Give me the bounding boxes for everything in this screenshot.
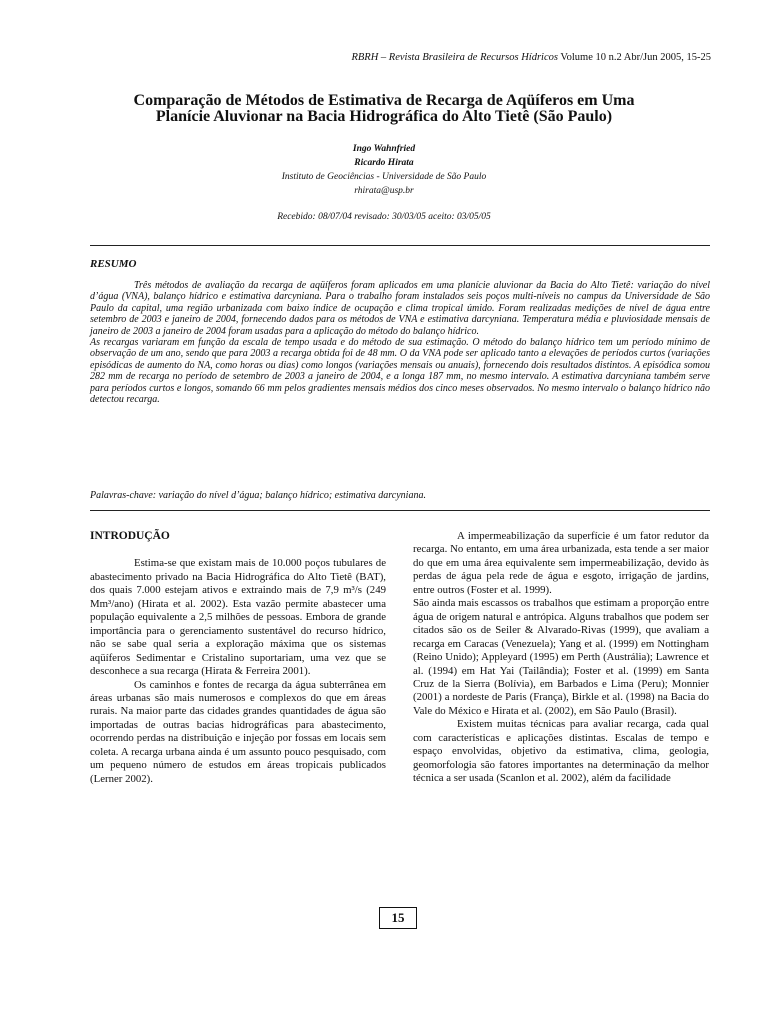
author-1: Ingo Wahnfried xyxy=(352,144,416,154)
body-paragraph: Os caminhos e fontes de recarga da água subterrânea em áreas urbanas são mais numerosos e complexos do que em áreas rurais. Na maior parte das cidades grandes quantidades de água são importadas de outras bacias hidrográficas para abastecimento, ocorrendo perdas na distribuição e injeção por fossas em locais sem coleta. A recarga urbana ainda é um assunto pouco pesquisado, com um pequeno número de estudos em áreas tropicais publicados (Lerner 2002). xyxy=(90,678,386,785)
abstract-paragraph-1: Três métodos de avaliação da recarga de aqüíferos foram aplicados em uma planície aluvionar da Bacia do Alto Tietê: variação do nível d’água (VNA), balanço hídrico e estimativa darcyniana. Para o trabalho foram instalados seis poços multi-níveis no campus da Universidade de São Paulo da capital, uma região urbanizada com baixo índice de ocupação e clima tropical úmido. Foram realizadas medições de nível de água entre setembro de 2003 e janeiro de 2004, fornecendo dados para os métodos de VNA e estimativa darcyniana. Temperatura média e pluviosidade mensais de janeiro de 2003 a janeiro de 2004 foram usadas para a aplicação do método do balanço hídrico. xyxy=(90,280,710,337)
author-2: Ricardo Hirata xyxy=(354,158,414,168)
title-line-2: Planície Aluvionar na Bacia Hidrográfica do Alto Tietê (São Paulo) xyxy=(155,108,613,125)
abstract-divider xyxy=(90,510,710,511)
abstract-body xyxy=(90,280,710,405)
running-head xyxy=(151,52,711,63)
abstract-heading: RESUMO xyxy=(90,258,137,270)
received-dates: Recebido: 08/07/04 revisado: 30/03/05 aceito: 03/05/05 xyxy=(277,212,491,222)
author-email: rhirata@usp.br xyxy=(354,186,414,196)
journal-name: RBRH – Revista Brasileira de Recursos Hídricos xyxy=(351,52,558,63)
article-title xyxy=(90,93,678,125)
journal-issue: Volume 10 n.2 Abr/Jun 2005, 15-25 xyxy=(560,52,711,63)
author-block xyxy=(200,142,568,198)
section-heading-introduction: INTRODUÇÃO xyxy=(90,530,170,542)
top-divider xyxy=(90,245,710,246)
affiliation: Instituto de Geociências - Universidade de São Paulo xyxy=(281,172,487,182)
title-line-1: Comparação de Métodos de Estimativa de Recarga de Aqüíferos em Uma xyxy=(133,92,635,109)
body-paragraph: Existem muitas técnicas para avaliar recarga, cada qual com características e aplicações distintas. Escalas de tempo e espaço envolvidas, objetivo da estimativa, clima, geologia, geomorfologia são fatores importantes na determinação da melhor técnica a ser usada (Scanlon et al. 2002), além da facilidade xyxy=(413,718,709,785)
body-paragraph: São ainda mais escassos os trabalhos que estimam a proporção entre água de origem natural e antrópica. Alguns trabalhos que podem ser citados são os de Seiler & Alvarado-Rivas (1999), que avaliam a recarga em Caracas (Venezuela); Yang et al. (1999) em Nottingham (Reino Unido); Appleyard (1995) em Perth (Austrália); Lawrence et al. (1994) em Hat Yai (Tailândia); Foster et al. (1999) em Santa Cruz de la Sierra (Bolívia), em Barbados e Lima (Peru); Monnier (2001) a nordeste de Paris (França), Birkle et al. (1998) na Bacia do Vale do México e Hirata et al. (2002), em São Paulo (Brasil). xyxy=(413,597,709,717)
abstract-paragraph-2: As recargas variaram em função da escala de tempo usada e do método de sua estimação. O método do balanço hídrico tem um período mínimo de observação de um ano, sendo que para 2003 a recarga obtida foi de 48 mm. O da VNA pode ser aplicado tanto a elevações de períodos curtos (variações episódicas de aumento do NA, como horas ou dias) como longos (variações mensais ou anuais), fornecendo dois resultados distintos. A episódica somou 282 mm de recarga no período de setembro de 2003 a janeiro de 2004, e a longa 187 mm, no mesmo intervalo. A estimativa darcyniana também serve para períodos curtos e longos, somando 66 mm pelos gradientes mensais médios dos cinco meses observados. No mesmo intervalo o balanço hídrico não detectou recarga. xyxy=(90,337,710,406)
page-number: 15 xyxy=(379,907,417,929)
keywords: Palavras-chave: variação do nível d’água; balanço hídrico; estimativa darcyniana. xyxy=(90,490,426,501)
left-column xyxy=(90,530,386,786)
body-paragraph: A impermeabilização da superfície é um fator redutor da recarga. No entanto, em uma área urbanizada, esta tende a ser maior do que em uma área equivalente sem impermeabilização, devido às perdas de água pela rede de água e esgoto, irrigação de jardins, entre outros (Foster et al. 1999). xyxy=(413,530,709,596)
right-column xyxy=(413,530,709,786)
body-paragraph: Estima-se que existam mais de 10.000 poços tubulares de abastecimento privado na Bacia Hidrográfica do Alto Tietê (BAT), dos quais 7.000 estejam ativos e extraindo mais de 7,9 m³/s (249 Mm³/ano) (Hirata et al. 2002). Esta vazão permite abastecer uma população equivalente a 2,5 milhões de pessoas. Embora de grande importância para o gerenciamento sustentável do recurso hídrico, não se sabe qual seria a exploração máxima que os sistemas aqüíferos Sedimentar e Cristalino suportariam, uma vez que se desconhece a sua recarga (Hirata & Ferreira 2001). xyxy=(90,557,386,678)
